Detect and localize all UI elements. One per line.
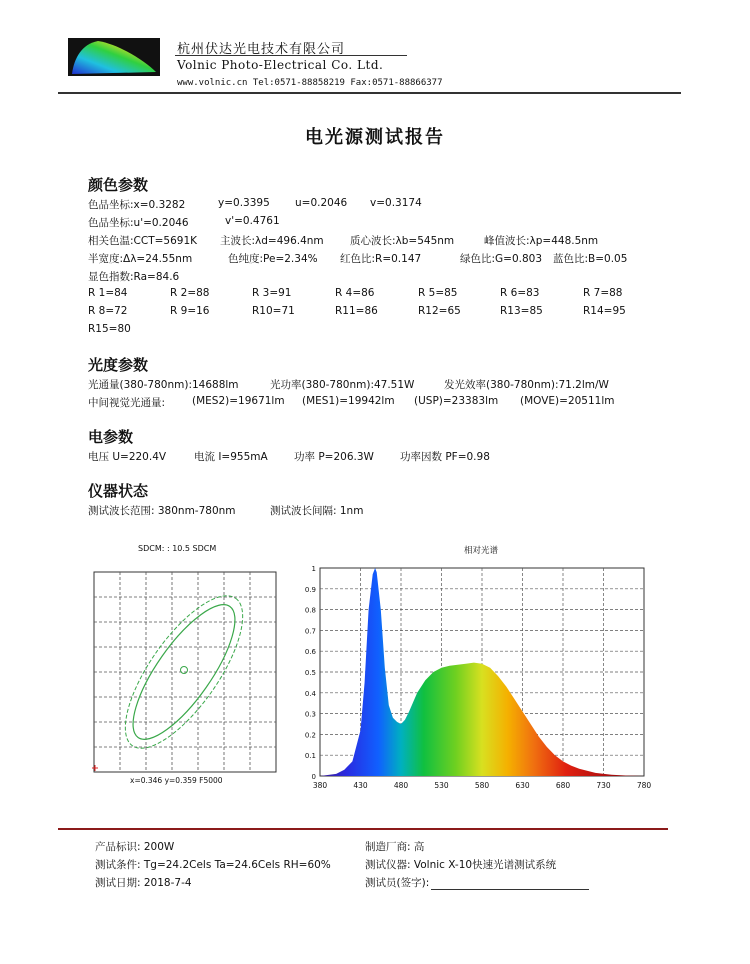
y-tick-label: 0.9	[304, 585, 316, 594]
section-title-color: 颜色参数	[88, 176, 149, 194]
blue-ratio: 蓝色比:B=0.05	[553, 253, 628, 265]
section-title-electrical: 电参数	[88, 428, 134, 446]
r-value: R12=65	[418, 305, 461, 317]
y-tick-label: 0	[311, 773, 316, 781]
v-prime-coordinate: v'=0.4761	[225, 215, 280, 227]
r-value: R 5=85	[418, 287, 458, 299]
y-tick-label: 0.7	[304, 627, 316, 636]
x-tick-label: 530	[434, 781, 449, 790]
footer-rule	[58, 828, 668, 830]
tester-signature	[365, 875, 589, 890]
optical-power: 光功率(380-780nm):47.51W	[270, 379, 415, 391]
peak-wavelength: 峰值波长:λp=448.5nm	[484, 235, 599, 247]
sdcm-chart	[92, 570, 278, 775]
mesopic-label: 中间视觉光通量:	[88, 397, 166, 409]
wavelength-interval: 测试波长间隔: 1nm	[270, 505, 364, 517]
purity-value: 色纯度:Pe=2.34%	[228, 253, 318, 265]
luminous-efficacy: 发光效率(380-780nm):71.2lm/W	[444, 379, 609, 391]
company-contact: www.volnic.cn Tel:0571-88858219 Fax:0571-88866377	[177, 78, 443, 88]
r-value: R 9=16	[170, 305, 210, 317]
dominant-wavelength: 主波长:λd=496.4nm	[220, 235, 324, 247]
fwhm-value: 半宽度:Δλ=24.55nm	[88, 253, 193, 265]
move-value: (MOVE)=20511lm	[520, 395, 615, 407]
wavelength-range: 测试波长范围: 380nm-780nm	[88, 505, 236, 517]
spectrum-title: 相对光谱	[464, 546, 499, 556]
signature-line	[431, 877, 589, 890]
header-divider	[175, 55, 407, 56]
test-date: 测试日期: 2018-7-4	[95, 877, 192, 889]
section-title-photometric: 光度参数	[88, 356, 149, 374]
tester-label: 测试员(签字):	[365, 877, 430, 889]
sdcm-title: SDCM: : 10.5 SDCM	[138, 544, 217, 553]
cri-value: 显色指数:Ra=84.6	[88, 271, 180, 283]
test-conditions: 测试条件: Tg=24.2Cels Ta=24.6Cels RH=60%	[95, 859, 331, 871]
test-instrument: 测试仪器: Volnic X-10快速光谱测试系统	[365, 859, 557, 871]
r-value: R 7=88	[583, 287, 623, 299]
power-value: 功率 P=206.3W	[294, 451, 374, 463]
r-value: R10=71	[252, 305, 295, 317]
header-rule	[58, 92, 681, 94]
y-tick-label: 0.4	[304, 689, 316, 698]
y-tick-label: 0.3	[304, 710, 316, 719]
u-coordinate: u=0.2046	[295, 197, 348, 209]
r-value: R 1=84	[88, 287, 128, 299]
voltage-value: 电压 U=220.4V	[88, 451, 167, 463]
luminous-flux: 光通量(380-780nm):14688lm	[88, 379, 239, 391]
uv-coordinate: 色品坐标:u'=0.2046	[88, 217, 189, 229]
y-tick-label: 1	[311, 565, 316, 573]
manufacturer: 制造厂商: 高	[365, 841, 425, 853]
v-coordinate: v=0.3174	[370, 197, 422, 209]
mes1-value: (MES1)=19942lm	[302, 395, 395, 407]
xy-coordinate: 色品坐标:x=0.3282	[88, 199, 186, 211]
r15-value: R15=80	[88, 323, 131, 335]
y-tick-label: 0.2	[304, 731, 316, 740]
r-value: R 2=88	[170, 287, 210, 299]
company-logo	[68, 38, 160, 76]
y-tick-label: 0.8	[304, 606, 316, 615]
y-tick-label: 0.5	[304, 669, 316, 677]
current-value: 电流 I=955mA	[194, 451, 268, 463]
r-value: R 3=91	[252, 287, 292, 299]
r-value: R 8=72	[88, 305, 128, 317]
report-title: 电光源测试报告	[305, 127, 445, 148]
company-name-en: Volnic Photo-Electrical Co. Ltd.	[177, 58, 384, 72]
company-name-cn: 杭州伏达光电技术有限公司	[177, 42, 346, 57]
x-tick-label: 630	[515, 781, 530, 790]
product-label: 产品标识: 200W	[95, 841, 175, 853]
r-value: R 6=83	[500, 287, 540, 299]
x-tick-label: 380	[312, 781, 328, 790]
spectrum-chart	[296, 560, 656, 796]
centroid-wavelength: 质心波长:λb=545nm	[350, 235, 455, 247]
r-value: R14=95	[583, 305, 626, 317]
x-tick-label: 780	[636, 781, 652, 790]
r-value: R11=86	[335, 305, 378, 317]
sdcm-caption: x=0.346 y=0.359 F5000	[130, 776, 223, 785]
y-tick-label: 0.6	[304, 648, 316, 657]
mes2-value: (MES2)=19671lm	[192, 395, 285, 407]
x-tick-label: 480	[393, 781, 409, 790]
r-value: R13=85	[500, 305, 543, 317]
power-factor-value: 功率因数 PF=0.98	[400, 451, 490, 463]
x-tick-label: 580	[474, 781, 490, 790]
x-tick-label: 680	[555, 781, 571, 790]
green-ratio: 绿色比:G=0.803	[460, 253, 543, 265]
x-tick-label: 730	[596, 781, 611, 790]
r-value: R 4=86	[335, 287, 375, 299]
red-ratio: 红色比:R=0.147	[340, 253, 422, 265]
x-tick-label: 430	[353, 781, 368, 790]
y-tick-label: 0.1	[304, 752, 316, 761]
cct-value: 相关色温:CCT=5691K	[88, 235, 198, 247]
y-coordinate: y=0.3395	[218, 197, 270, 209]
section-title-instrument: 仪器状态	[88, 482, 149, 500]
usp-value: (USP)=23383lm	[414, 395, 499, 407]
